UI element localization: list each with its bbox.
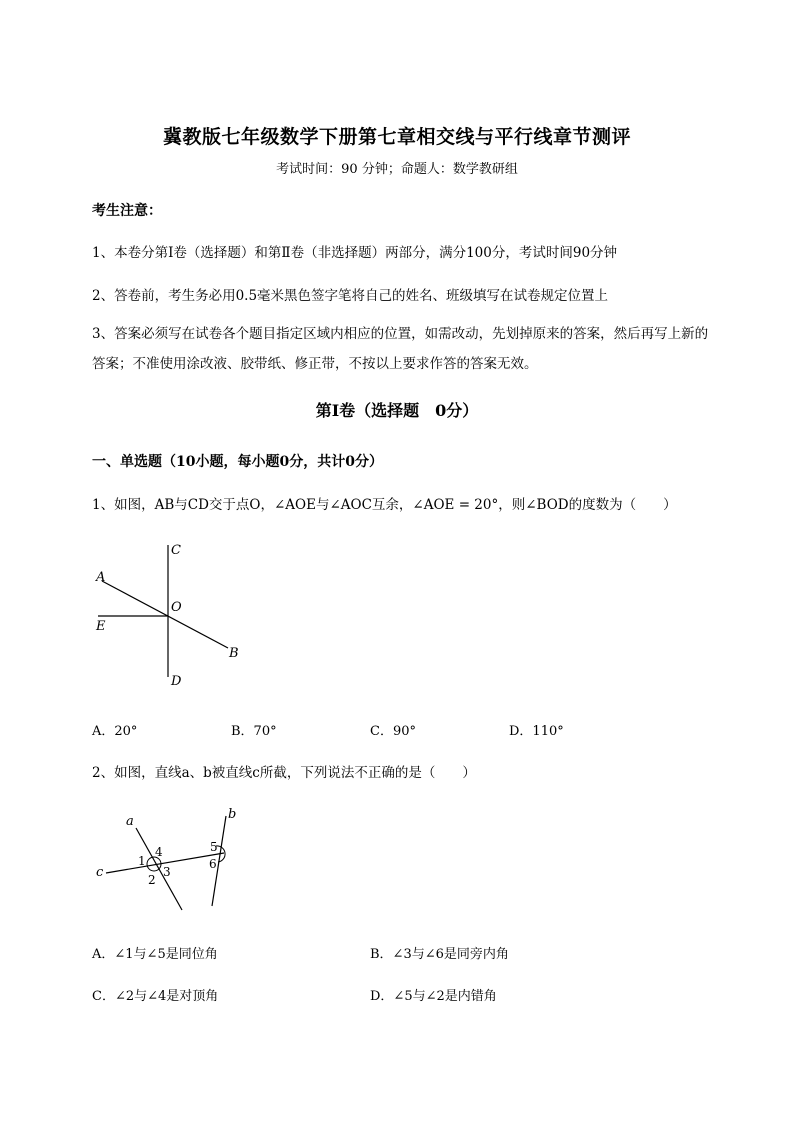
notice-item-1: 1、本卷分第Ⅰ卷（选择题）和第Ⅱ卷（非选择题）两部分，满分100分，考试时间90分钟 — [92, 245, 618, 261]
label-angle-3: 3 — [163, 865, 171, 879]
question-2-stem: 2、如图，直线a、b被直线c所截，下列说法不正确的是（ ） — [92, 765, 476, 781]
label-line-b: b — [228, 807, 237, 822]
line-ab — [102, 581, 228, 648]
part-title: 一、单选题（10小题，每小题0分，共计0分） — [92, 454, 383, 470]
label-o: O — [171, 600, 182, 615]
notice-heading: 考生注意： — [92, 203, 162, 219]
label-angle-6: 6 — [209, 857, 217, 871]
q1-option-a[interactable]: A．20° — [92, 724, 138, 739]
page-title: 冀教版七年级数学下册第七章相交线与平行线章节测评 — [162, 126, 631, 148]
label-angle-2: 2 — [148, 873, 156, 887]
q1-option-b[interactable]: B．70° — [231, 724, 277, 739]
question-1-stem: 1、如图，AB与CD交于点O，∠AOE与∠AOC互余，∠AOE = 20°，则∠BOD的度数为（ ） — [92, 497, 677, 513]
label-angle-4: 4 — [155, 845, 163, 859]
label-d: D — [171, 674, 182, 689]
notice-item-2: 2、答卷前，考生务必用0.5毫米黑色签字笔将自己的姓名、班级填写在试卷规定位置上 — [92, 288, 609, 304]
label-angle-5: 5 — [210, 840, 218, 854]
q1-option-c[interactable]: C．90° — [370, 724, 416, 739]
q2-option-d[interactable]: D．∠5与∠2是内错角 — [370, 989, 497, 1004]
notice-item-3: 3、答案必须写在试卷各个题目指定区域内相应的位置，如需改动，先划掉原来的答案，然后再写上新的答案；不准使用涂改液、胶带纸、修正带，不按以上要求作答的答案无效。 — [92, 326, 709, 372]
q2-option-b[interactable]: B．∠3与∠6是同旁内角 — [370, 947, 509, 962]
q1-option-d[interactable]: D．110° — [509, 724, 564, 739]
label-line-c: c — [96, 865, 104, 880]
label-e: E — [96, 619, 106, 634]
question-1-figure — [88, 535, 258, 695]
label-c: C — [171, 543, 181, 558]
q2-option-a[interactable]: A．∠1与∠5是同位角 — [92, 947, 218, 962]
page-subtitle: 考试时间：90 分钟；命题人：数学教研组 — [276, 162, 518, 177]
q2-option-c[interactable]: C．∠2与∠4是对顶角 — [92, 989, 219, 1004]
section-title: 第Ⅰ卷（选择题 0分） — [315, 401, 479, 420]
question-2-figure — [88, 800, 258, 915]
label-b: B — [229, 646, 239, 661]
label-a: A — [96, 570, 106, 585]
label-angle-1: 1 — [138, 854, 146, 868]
label-line-a: a — [126, 814, 134, 829]
